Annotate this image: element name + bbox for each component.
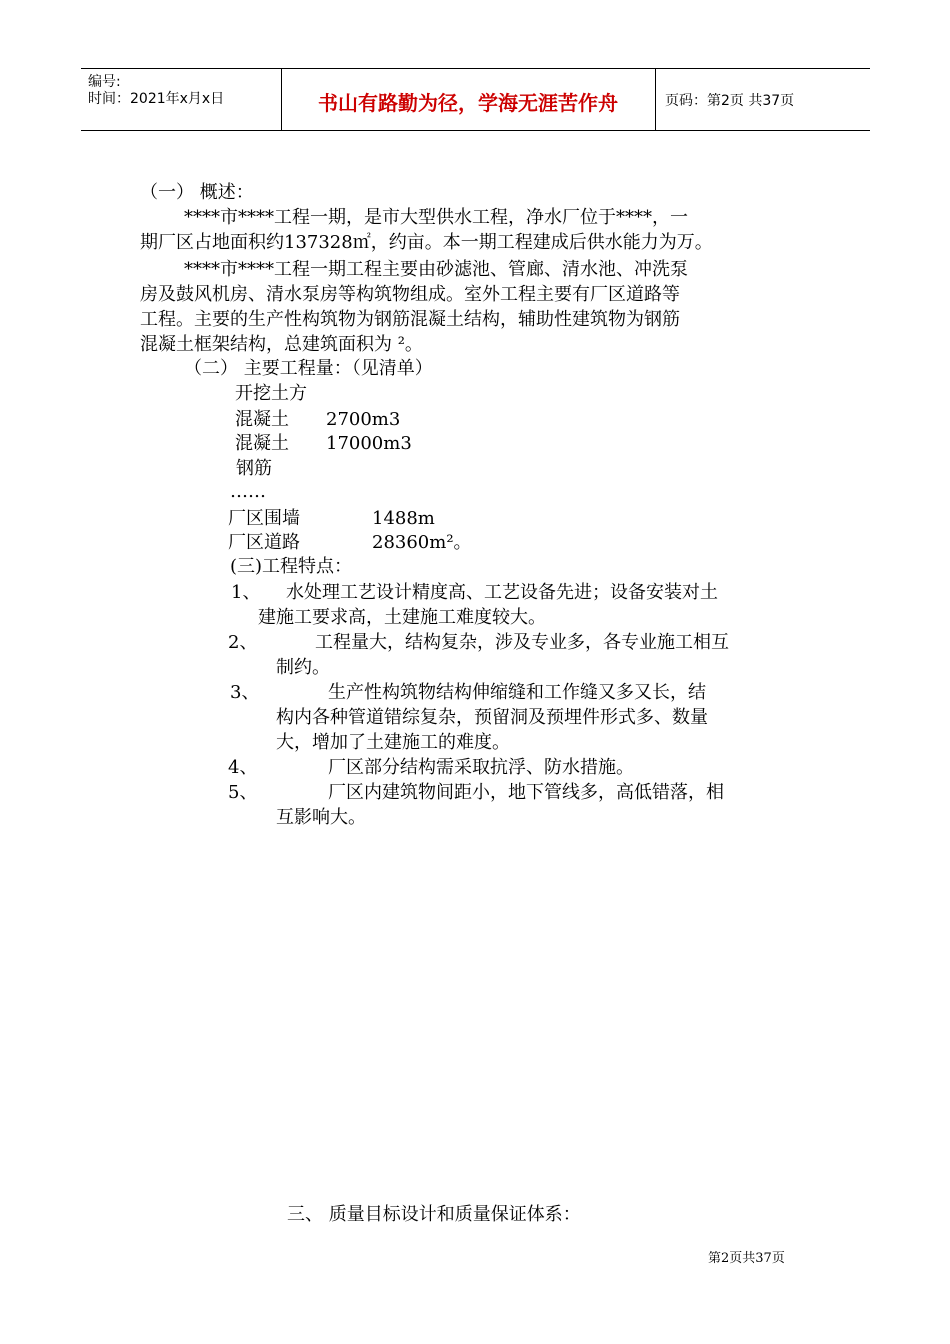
feature-number: 1、 [231,582,261,603]
quantity-item-value: 28360m²。 [372,532,472,553]
page-header [81,68,870,131]
feature-number: 3、 [230,682,260,703]
feature-line: 建施工要求高，土建施工难度较大。 [258,607,546,628]
feature-line: 制约。 [276,657,330,678]
feature-line: 厂区部分结构需采取抗浮、防水措施。 [328,757,634,778]
paragraph-1-line: 期厂区占地面积约137328㎡，约亩。本一期工程建成后供水能力为万。 [140,232,713,253]
section-3-title: (三)工程特点： [230,556,353,577]
header-meta [88,74,224,108]
paragraph-2-line: ****市****工程一期工程主要由砂滤池、管廊、清水池、冲洗泵 [184,259,688,280]
quantity-ellipsis: …… [230,481,266,502]
quantity-item-name: 混凝土 [235,433,289,454]
paragraph-2-line: 混凝土框架结构，总建筑面积为 ²。 [140,334,423,355]
header-time-label: 时间：2021年x月x日 [88,91,225,107]
feature-line: 水处理工艺设计精度高、工艺设备先进；设备安装对土 [286,582,718,603]
feature-line: 互影响大。 [276,807,366,828]
page-footer: 第2页共37页 [708,1251,785,1266]
header-motto: 书山有路勤为径，学海无涯苦作舟 [318,91,618,115]
feature-line: 大，增加了土建施工的难度。 [276,732,510,753]
paragraph-2-line: 工程。主要的生产性构筑物为钢筋混凝土结构，辅助性建筑物为钢筋 [140,309,680,330]
header-divider [655,69,656,130]
section-2-title: （二） 主要工程量：（见清单） [184,358,433,379]
quantity-item-name: 厂区围墙 [228,508,300,529]
feature-line: 构内各种管道错综复杂，预留洞及预埋件形式多、数量 [276,707,708,728]
feature-line: 工程量大，结构复杂，涉及专业多，各专业施工相互 [315,632,729,653]
header-number-label: 编号: [88,74,121,90]
paragraph-2-line: 房及鼓风机房、清水泵房等构筑物组成。室外工程主要有厂区道路等 [140,284,680,305]
feature-line: 生产性构筑物结构伸缩缝和工作缝又多又长，结 [328,682,706,703]
header-page-label: 页码：第2页 共37页 [665,93,795,109]
feature-line: 厂区内建筑物间距小，地下管线多，高低错落，相 [328,782,724,803]
quantity-item-value: 17000m3 [326,433,412,454]
quantity-item: 钢筋 [236,458,272,479]
section-1-title: （一） 概述： [140,182,254,203]
feature-number: 2、 [228,632,258,653]
section-heading: 三、 质量目标设计和质量保证体系： [287,1204,581,1225]
feature-number: 4、 [228,757,258,778]
quantity-item-name: 混凝土 [235,409,289,430]
feature-number: 5、 [228,782,258,803]
paragraph-1-line: ****市****工程一期，是市大型供水工程，净水厂位于****，一 [184,207,688,228]
quantity-item: 开挖土方 [235,383,307,404]
quantity-item-value: 1488m [372,508,435,529]
quantity-item-value: 2700m3 [326,409,401,430]
quantity-item-name: 厂区道路 [228,532,300,553]
